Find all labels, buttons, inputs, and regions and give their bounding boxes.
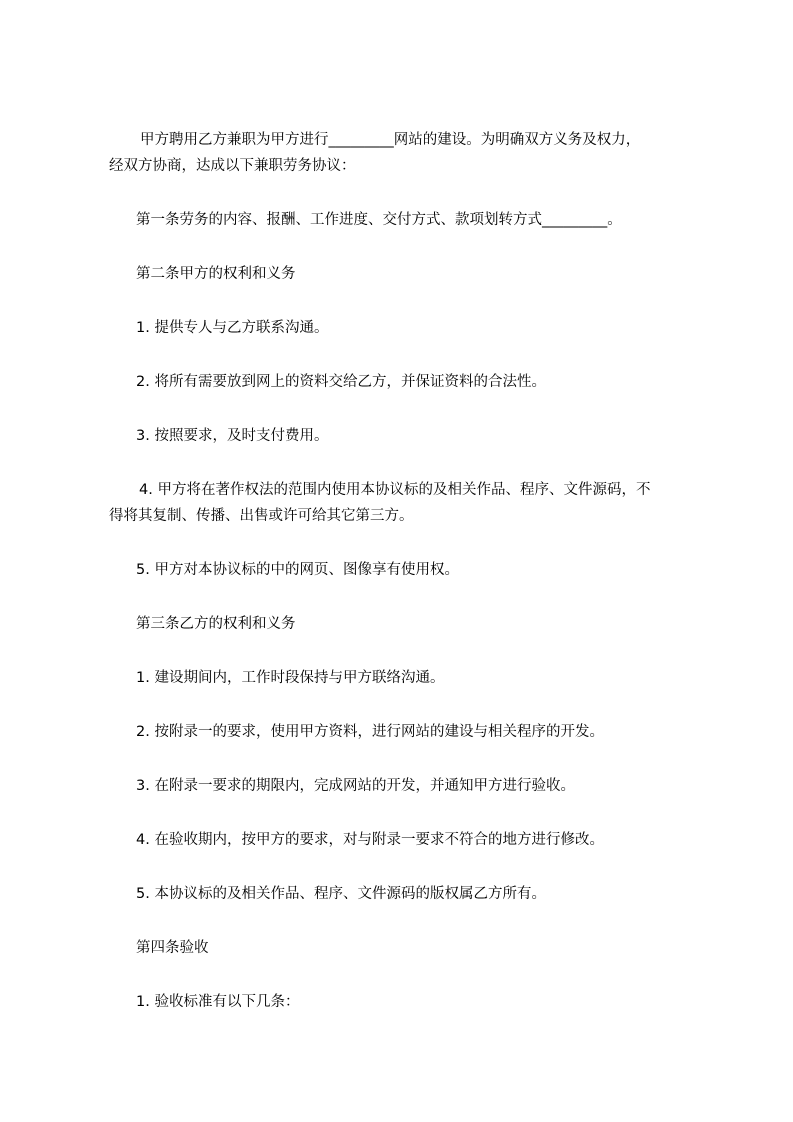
- article-2-title: 第二条甲方的权利和义务: [136, 266, 296, 282]
- article-3-item-4: 4. 在验收期内，按甲方的要求，对与附录一要求不符合的地方进行修改。: [136, 832, 604, 848]
- intro-line-2: 经双方协商，达成以下兼职劳务协议：: [109, 158, 356, 174]
- article-3-item-2: 2. 按附录一的要求，使用甲方资料，进行网站的建设与相关程序的开发。: [136, 724, 604, 740]
- article-2-item-4: 4. 甲方将在著作权法的范围内使用本协议标的及相关作品、程序、文件源码，不: [139, 482, 651, 498]
- article-2-item-2: 2. 将所有需要放到网上的资料交给乙方，并保证资料的合法性。: [136, 374, 546, 390]
- article-3-item-3: 3. 在附录一要求的期限内，完成网站的开发，并通知甲方进行验收。: [136, 778, 575, 794]
- article-2-item-3: 3. 按照要求，及时支付费用。: [136, 428, 329, 444]
- article-3-title: 第三条乙方的权利和义务: [136, 616, 296, 632]
- article-1: 第一条劳务的内容、报酬、工作进度、交付方式、款项划转方式_________。: [136, 212, 622, 228]
- article-2-item-5: 5. 甲方对本协议标的中的网页、图像享有使用权。: [136, 562, 459, 578]
- article-2-item-1: 1. 提供专人与乙方联系沟通。: [136, 320, 329, 336]
- article-4-title: 第四条验收: [136, 940, 209, 956]
- article-3-item-1: 1. 建设期间内，工作时段保持与甲方联络沟通。: [136, 670, 445, 686]
- intro-line-1: 甲方聘用乙方兼职为甲方进行_________网站的建设。为明确双方义务及权力，: [140, 132, 641, 148]
- article-4-item-1: 1. 验收标准有以下几条：: [136, 994, 300, 1010]
- article-2-item-4-cont: 得将其复制、传播、出售或许可给其它第三方。: [109, 508, 414, 524]
- article-3-item-5: 5. 本协议标的及相关作品、程序、文件源码的版权属乙方所有。: [136, 886, 546, 902]
